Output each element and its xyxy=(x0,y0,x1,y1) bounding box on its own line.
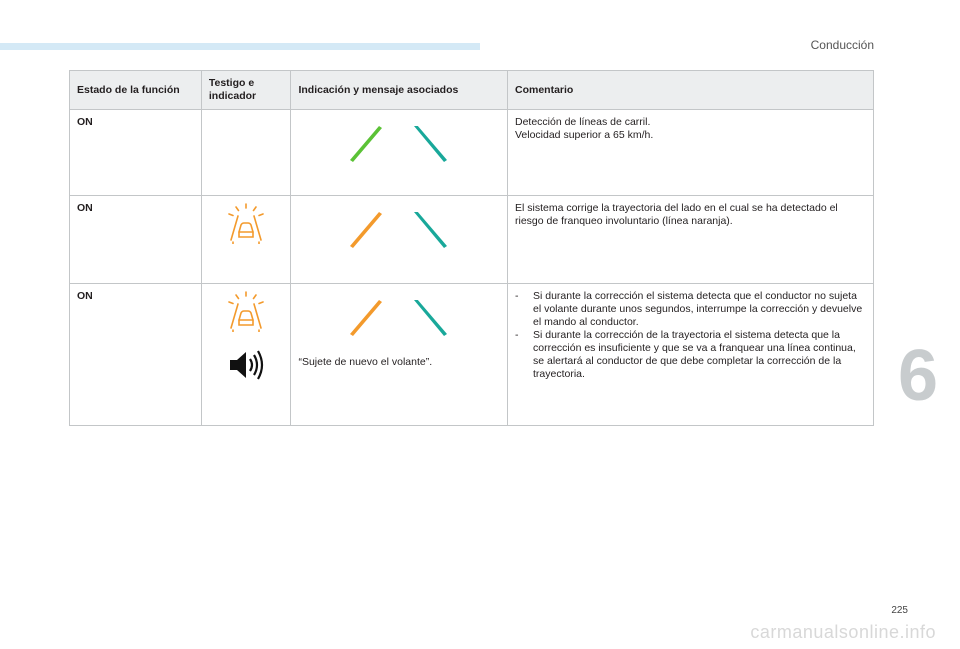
comment-cell xyxy=(507,196,873,284)
indicator-cell xyxy=(201,110,291,196)
state-cell: ON xyxy=(70,284,202,426)
watermark-text: carmanualsonline.info xyxy=(750,622,936,642)
comment-cell xyxy=(507,110,873,196)
header-message: Indicación y mensaje asociados xyxy=(291,71,508,110)
list-item: - Si durante la corrección de la trayectoria el sistema detecta que la corrección es insuficiente y que se va a franquear una línea continua, se alertará al conductor de que debe completar la corrección de la trayectoria. xyxy=(515,329,866,381)
speaker-icon xyxy=(227,350,265,380)
header-indicator: Testigo e indicador xyxy=(201,71,291,110)
comment-list xyxy=(515,290,866,381)
section-title: Conducción xyxy=(810,38,874,52)
right-lane-line xyxy=(414,212,447,248)
header-comment: Comentario xyxy=(507,71,873,110)
list-item: - Si durante la corrección el sistema detecta que el conductor no sujeta el volante durante unos segundos, interrumpe la corrección y devuelve el mando al conductor. xyxy=(515,290,866,329)
right-lane-line xyxy=(414,126,447,162)
lane-keep-assist-icon xyxy=(224,290,268,332)
lane-lines-icon xyxy=(349,212,449,248)
left-lane-line xyxy=(350,212,382,248)
function-state-table xyxy=(69,70,874,426)
indicator-cell xyxy=(201,284,291,426)
lane-keep-assist-icon xyxy=(224,202,268,244)
comment-text: Detección de líneas de carril. Velocidad superior a 65 km/h. xyxy=(514,116,654,141)
display-cell xyxy=(291,110,508,196)
top-color-bar xyxy=(0,43,480,50)
state-cell: ON xyxy=(70,110,202,196)
alert-message: “Sujete de nuevo el volante”. xyxy=(298,356,433,368)
left-lane-line xyxy=(350,300,382,336)
left-lane-line xyxy=(350,126,382,162)
page-number: 225 xyxy=(891,605,908,616)
comment-cell xyxy=(507,284,873,426)
right-lane-line xyxy=(414,300,447,336)
chapter-number: 6 xyxy=(898,336,939,416)
table-row xyxy=(70,110,874,196)
lane-lines-icon xyxy=(349,126,449,162)
indicator-cell xyxy=(201,196,291,284)
comment-text: El sistema corrige la trayectoria del lado en el cual se ha detectado el riesgo de franqueo involuntario (línea naranja). xyxy=(514,202,838,227)
lane-lines-icon xyxy=(349,300,449,336)
display-cell xyxy=(291,284,508,426)
table-row xyxy=(70,284,874,426)
state-cell: ON xyxy=(70,196,202,284)
display-cell xyxy=(291,196,508,284)
header-state: Estado de la función xyxy=(70,71,202,110)
table-header-row xyxy=(70,71,874,110)
table-row xyxy=(70,196,874,284)
